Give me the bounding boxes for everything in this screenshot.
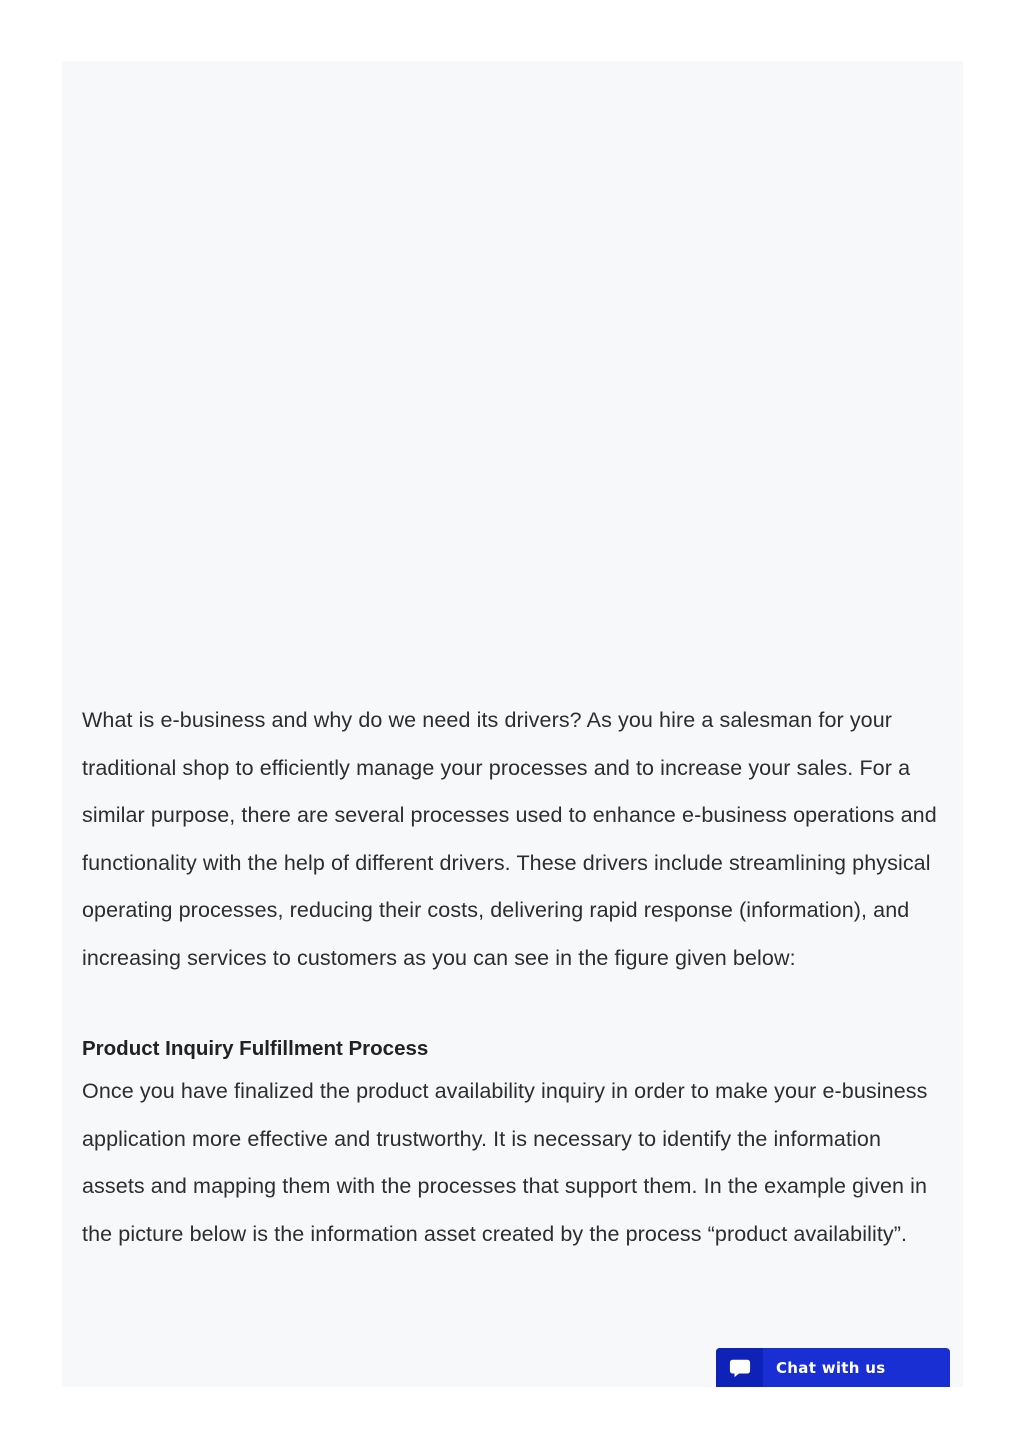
section-paragraph: Once you have finalized the product availability inquiry in order to make your e-business application more effective and trustworthy. It is necessary to identify the information assets and mapping them with the processes that support them. In the example given in the picture below is the information asset created by the process “product availability”. (82, 1079, 928, 1246)
article-content (82, 697, 944, 1258)
chat-bubble-icon (716, 1348, 763, 1387)
article-card (62, 61, 963, 1387)
figure-placeholder (62, 61, 963, 691)
section-heading: Product Inquiry Fulfillment Process (82, 1037, 429, 1060)
chat-widget-label: Chat with us (776, 1358, 886, 1377)
intro-paragraph: What is e-business and why do we need its drivers? As you hire a salesman for your traditional shop to efficiently manage your processes and to increase your sales. For a similar purpose, there are several processes used to enhance e-business operations and functionality with the help of different drivers. These drivers include streamlining physical operating processes, reducing their costs, delivering rapid response (information), and increasing services to customers as you can see in the figure given below: (82, 708, 937, 970)
chat-widget-button[interactable] (716, 1348, 950, 1387)
